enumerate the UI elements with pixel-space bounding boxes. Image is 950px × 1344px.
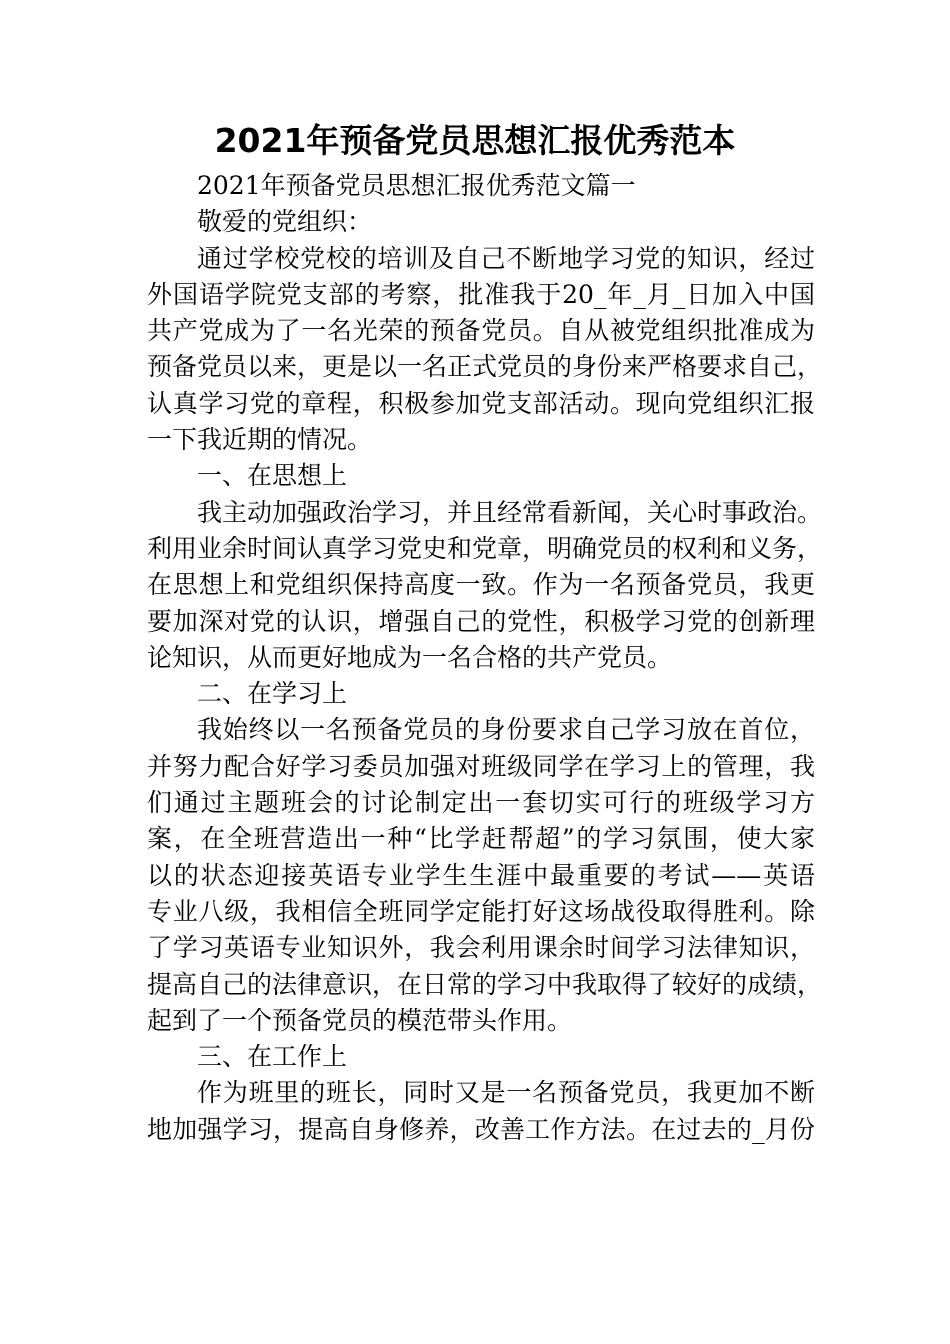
paragraph-line: 外国语学院党支部的考察，批准我于20_年_月_日加入中国	[147, 279, 815, 309]
paragraph-line: 认真学习党的章程，积极参加党支部活动。现向党组织汇报	[147, 388, 815, 418]
paragraph-line: 了学习英语专业知识外，我会利用课余时间学习法律知识，	[147, 933, 815, 963]
paragraph-line: 在思想上和党组织保持高度一致。作为一名预备党员，我更	[147, 570, 815, 600]
paragraph-line: 论知识，从而更好地成为一名合格的共产党员。	[147, 642, 673, 672]
paragraph-line: 我始终以一名预备党员的身份要求自己学习放在首位，	[197, 715, 815, 745]
paragraph-line: 二、在学习上	[197, 679, 348, 709]
paragraph-line: 利用业余时间认真学习党史和党章，明确党员的权利和义务，	[147, 533, 823, 563]
paragraph-line: 要加深对党的认识，增强自己的党性，积极学习党的创新理	[147, 606, 815, 636]
paragraph-line: 一下我近期的情况。	[147, 425, 373, 455]
paragraph-line: 2021年预备党员思想汇报优秀范文篇一	[197, 171, 636, 200]
paragraph-line: 通过学校党校的培训及自己不断地学习党的知识，经过	[197, 243, 815, 273]
paragraph-line: 预备党员以来，更是以一名正式党员的身份来严格要求自己，	[147, 352, 823, 382]
paragraph-line: 们通过主题班会的讨论制定出一套切实可行的班级学习方	[147, 788, 815, 818]
paragraph-line: 案，在全班营造出一种“比学赶帮超”的学习氛围，使大家	[147, 824, 815, 854]
paragraph-line: 起到了一个预备党员的模范带头作用。	[147, 1005, 573, 1035]
paragraph-line: 作为班里的班长，同时又是一名预备党员，我更加不断	[197, 1078, 815, 1108]
paragraph-line: 以的状态迎接英语专业学生生涯中最重要的考试——英语	[147, 860, 815, 890]
paragraph-line: 一、在思想上	[197, 461, 348, 491]
paragraph-line: 地加强学习，提高自身修养，改善工作方法。在过去的_月份	[147, 1114, 815, 1144]
paragraph-line: 专业八级，我相信全班同学定能打好这场战役取得胜利。除	[147, 896, 815, 926]
paragraph-line: 三、在工作上	[197, 1042, 348, 1072]
paragraph-line: 我主动加强政治学习，并且经常看新闻，关心时事政治。	[197, 497, 823, 527]
paragraph-line: 并努力配合好学习委员加强对班级同学在学习上的管理，我	[147, 751, 815, 781]
paragraph-line: 敬爱的党组织：	[197, 207, 373, 237]
paragraph-line: 提高自己的法律意识，在日常的学习中我取得了较好的成绩，	[147, 969, 823, 999]
paragraph-line: 共产党成为了一名光荣的预备党员。自从被党组织批准成为	[147, 316, 815, 346]
document-title: 2021年预备党员思想汇报优秀范本	[214, 121, 736, 160]
document-body	[147, 168, 837, 1148]
